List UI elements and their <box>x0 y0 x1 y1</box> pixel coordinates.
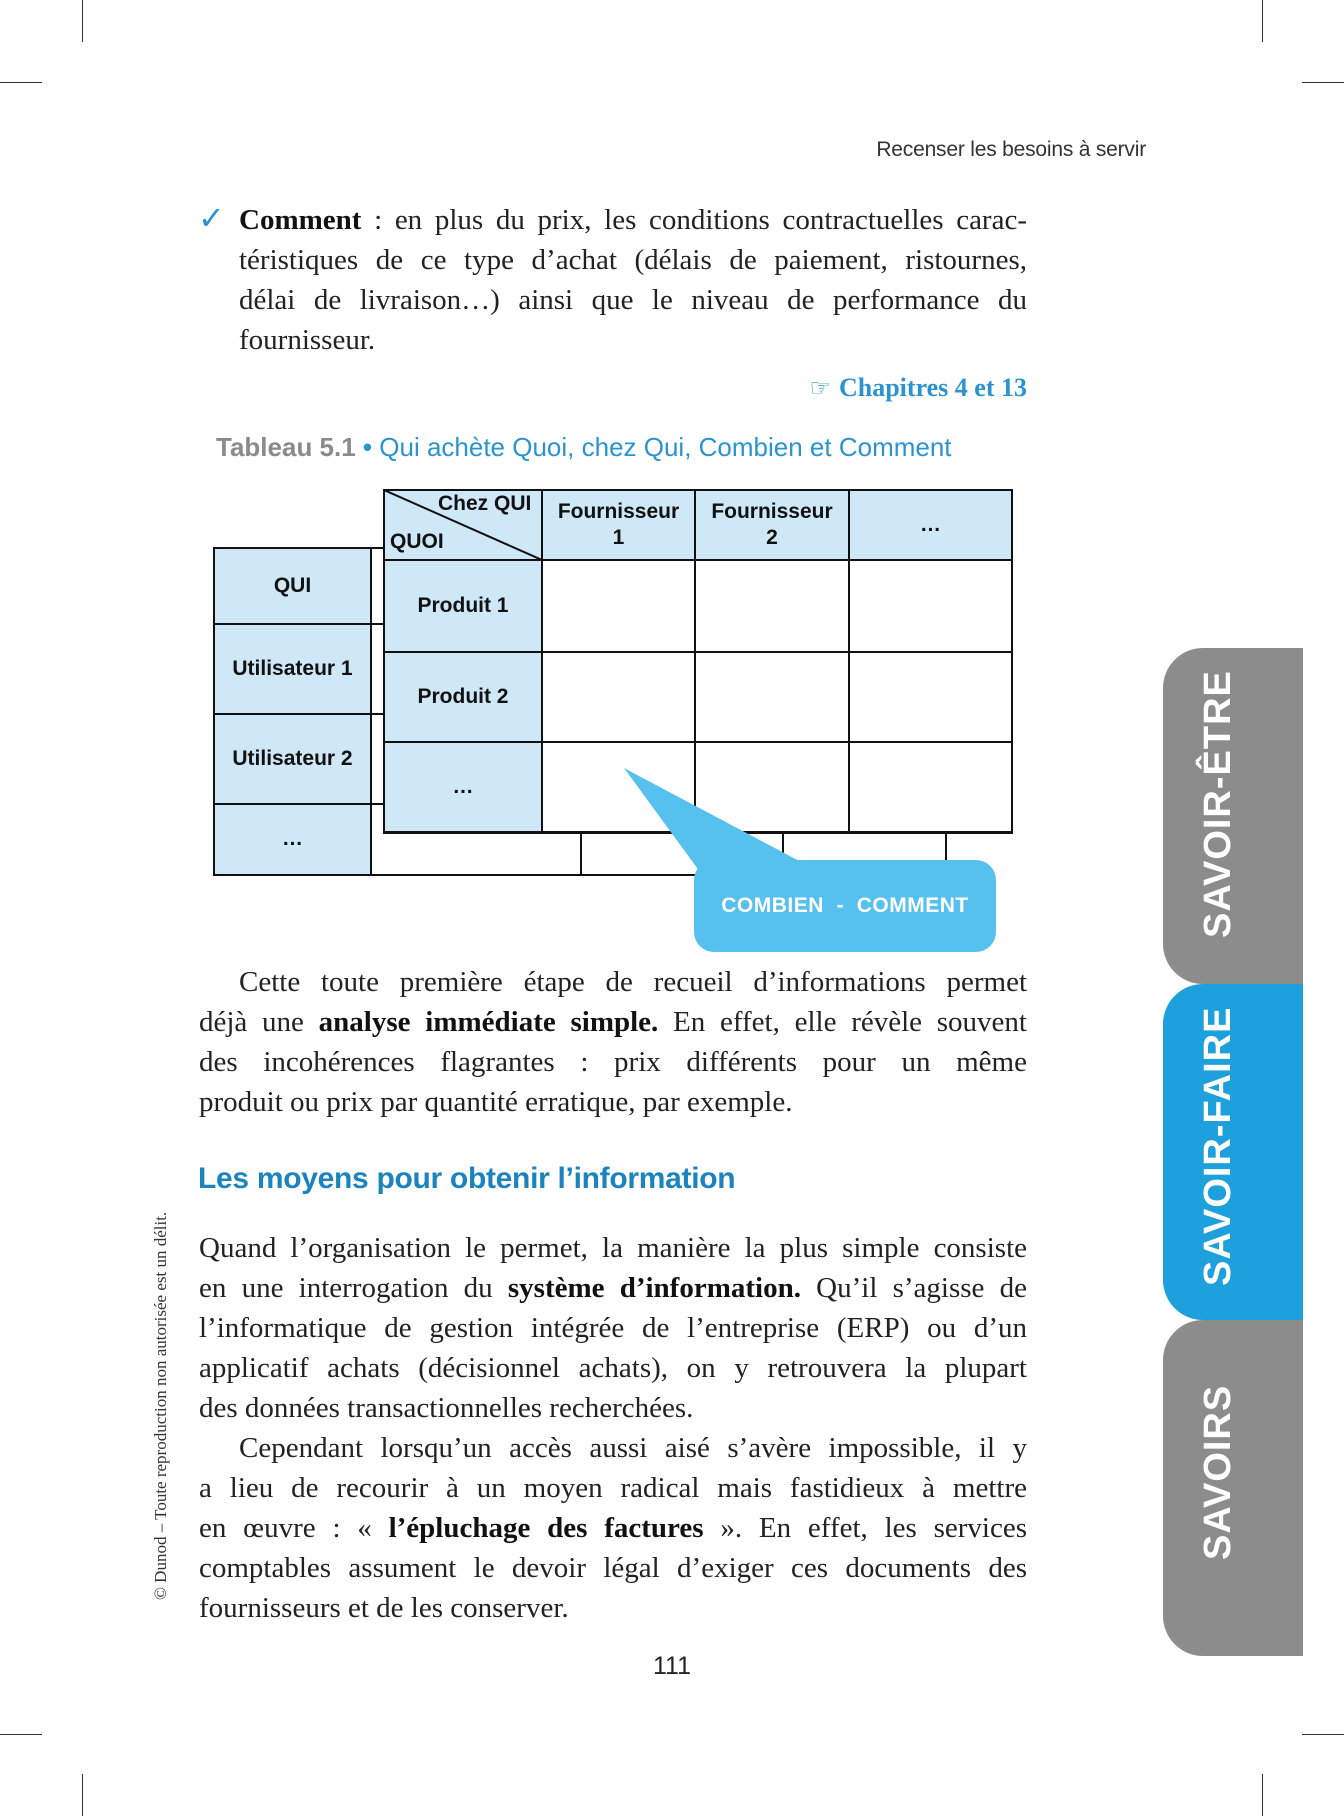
cross-reference[interactable] <box>700 373 1027 403</box>
tab-savoir-etre-label: SAVOIR-ÊTRE <box>1197 670 1239 938</box>
check-icon: ✓ <box>198 199 225 237</box>
paragraph-1-text: En effet, elle révèle souvent <box>658 1006 1027 1038</box>
product-label: Produit 2 <box>417 685 509 708</box>
user-label: … <box>282 827 303 850</box>
paragraph-2-line1: Quand l’organisation le permet, la manière la plus simple consiste <box>199 1232 1027 1264</box>
supplier-header-line2: 1 <box>612 526 625 549</box>
crop-mark <box>82 1774 83 1816</box>
table-border <box>1011 489 1013 834</box>
table-border <box>370 547 372 876</box>
crop-mark <box>82 0 83 42</box>
crop-mark <box>1262 1774 1263 1816</box>
supplier-header-cell <box>695 490 849 560</box>
table-border <box>541 489 543 834</box>
bullet-sep: : <box>361 204 395 236</box>
bullet-dot-icon: • <box>362 432 373 462</box>
paragraph-3-text: ». En effet, les services <box>703 1512 1027 1544</box>
user-cell <box>214 624 371 714</box>
table-border <box>383 489 385 834</box>
product-label: Produit 1 <box>417 594 509 617</box>
bullet-line1: en plus du prix, les conditions contractuelles carac- <box>394 204 1027 236</box>
product-label: … <box>452 775 474 798</box>
supplier-header-line1: Fournisseur <box>711 500 833 523</box>
paragraph-3-line1: Cependant lorsqu’un accès aussi aisé s’avère impossible, il y <box>239 1432 1027 1464</box>
table-border <box>383 559 1013 561</box>
running-head: Recenser les besoins à servir <box>876 138 1146 161</box>
paragraph-3-line2: a lieu de recourir à un moyen radical mais fastidieux à mettre <box>199 1472 1027 1504</box>
tab-savoirs-label: SAVOIRS <box>1197 1384 1239 1560</box>
bullet-line4: fournisseur. <box>239 324 376 356</box>
table-border <box>213 547 384 549</box>
paragraph-2-bold: système d’information. <box>507 1272 801 1304</box>
user-header-cell <box>214 548 371 624</box>
table-border <box>383 651 1013 653</box>
bullet-line2: téristiques de ce type d’achat (délais de paiement, ristournes, <box>239 244 1027 276</box>
paragraph-2 <box>199 1228 1027 1428</box>
corner-label-top: Chez QUI <box>438 492 532 515</box>
paragraph-1 <box>199 962 1027 1122</box>
corner-label-bottom: QUOI <box>390 530 444 553</box>
paragraph-3-line5: fournisseurs et de les conserver. <box>199 1592 569 1624</box>
supplier-header-cell <box>849 490 1012 560</box>
supplier-header-line2: 2 <box>766 526 778 549</box>
crop-mark <box>1302 1734 1344 1735</box>
table-border <box>213 713 384 715</box>
crop-mark <box>1262 0 1263 42</box>
table-border <box>580 832 582 876</box>
paragraph-2-line5: des données transactionnelles recherchées. <box>199 1392 694 1424</box>
crop-mark <box>1302 82 1344 83</box>
table-border <box>213 623 384 625</box>
cross-reference-text: Chapitres 4 et 13 <box>838 373 1027 402</box>
page-number: 111 <box>652 1652 691 1680</box>
paragraph-2-text: en une interrogation du <box>199 1272 508 1304</box>
paragraph-2-line3: l’informatique de gestion intégrée de l’entreprise (ERP) ou d’un <box>199 1312 1027 1344</box>
table-border <box>213 803 384 805</box>
tab-savoir-etre[interactable] <box>1163 648 1303 984</box>
paragraph-3 <box>199 1428 1027 1628</box>
user-header-label: QUI <box>273 574 312 597</box>
paragraph-2-text: Qu’il s’agisse de <box>800 1272 1027 1304</box>
bullet-line3: délai de livraison…) ainsi que le niveau de performance du <box>239 284 1027 316</box>
paragraph-1-text: déjà une <box>199 1006 319 1038</box>
user-cell <box>214 714 371 804</box>
tab-savoirs[interactable] <box>1163 1320 1303 1656</box>
table-border <box>213 547 215 876</box>
paragraph-3-text: en œuvre : « <box>199 1512 389 1544</box>
product-cell <box>384 742 542 832</box>
tab-savoir-faire-label: SAVOIR-FAIRE <box>1197 1006 1239 1286</box>
paragraph-3-line4: comptables assument le devoir légal d’exiger ces documents des <box>199 1552 1027 1584</box>
section-heading: Les moyens pour obtenir l’information <box>198 1162 736 1195</box>
user-label: Utilisateur 2 <box>232 747 353 770</box>
paragraph-1-bold: analyse immédiate simple. <box>318 1006 659 1038</box>
tab-savoir-faire[interactable] <box>1163 984 1303 1320</box>
paragraph-1-line1: Cette toute première étape de recueil d’informations permet <box>239 966 1027 998</box>
bullet-paragraph <box>239 200 1027 360</box>
product-cell <box>384 652 542 742</box>
copyright-notice: © Dunod – Toute reproduction non autorisée est un délit. <box>151 1211 170 1600</box>
crop-mark <box>0 82 42 83</box>
supplier-header-line1: … <box>920 513 941 536</box>
supplier-header-cell <box>542 490 695 560</box>
pointing-hand-icon: ☞ <box>809 374 831 402</box>
table-border <box>383 741 1013 743</box>
user-cell <box>214 804 371 874</box>
callout-text: COMBIEN - COMMENT <box>721 894 969 917</box>
table-caption <box>216 432 952 463</box>
paragraph-1-line3: des incohérences flagrantes : prix différents pour un même <box>199 1046 1027 1078</box>
supplier-header-line1: Fournisseur <box>557 500 680 523</box>
callout-bubble <box>694 860 996 952</box>
table-number: Tableau 5.1 <box>216 432 356 462</box>
table-border <box>383 489 1013 491</box>
bullet-term: Comment <box>239 204 362 236</box>
user-label: Utilisateur 1 <box>232 657 353 680</box>
table-border <box>848 489 850 834</box>
table-title: Qui achète Quoi, chez Qui, Combien et Comment <box>379 432 952 462</box>
crop-mark <box>0 1734 42 1735</box>
paragraph-2-line4: applicatif achats (décisionnel achats), on y retrouvera la plupart <box>199 1352 1027 1384</box>
paragraph-1-line4: produit ou prix par quantité erratique, par exemple. <box>199 1086 793 1118</box>
product-cell <box>384 560 542 652</box>
paragraph-3-bold: l’épluchage des factures <box>388 1512 704 1544</box>
